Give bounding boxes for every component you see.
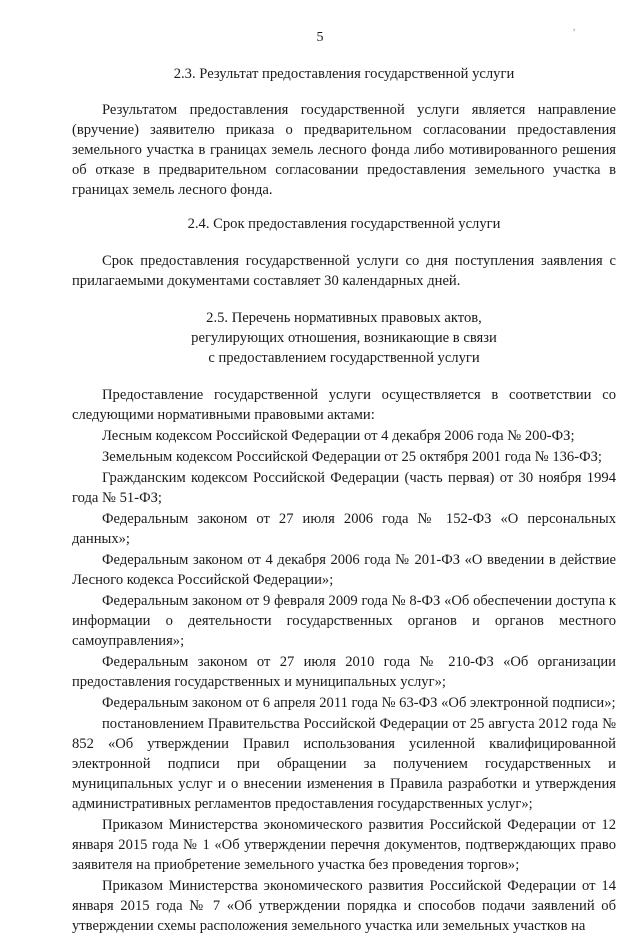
section-2-4	[72, 214, 616, 291]
section-2-3-title: 2.3. Результат предоставления государственной услуги	[173, 66, 515, 82]
page-number: 5	[316, 30, 324, 45]
legal-act-item: Федеральным законом от 6 апреля 2011 года № 63-ФЗ «Об электронной подписи»;	[102, 695, 616, 711]
document-body	[72, 64, 616, 937]
legal-act-item: Федеральным законом от 9 февраля 2009 года № 8-ФЗ «Об обеспечении доступа к информации о деятельности государственных органов и органов местного самоуправления»;	[72, 593, 616, 649]
legal-act-item: Гражданским кодексом Российской Федерации (часть первая) от 30 ноября 1994 года № 51-ФЗ;	[72, 470, 616, 506]
scan-mark: ,	[573, 22, 576, 32]
section-2-5-title	[72, 308, 616, 368]
legal-act-item: Приказом Министерства экономического развития Российской Федерации от 12 января 2015 года № 1 «Об утверждении перечня документов, подтверждающих право заявителя на приобретение земельного участка без проведения торгов»;	[72, 817, 616, 873]
legal-act-item: Федеральным законом от 27 июля 2010 года № 210-ФЗ «Об организации предоставления государственных и муниципальных услуг»;	[72, 654, 616, 690]
section-2-3	[72, 64, 616, 200]
section-2-4-text: Срок предоставления государственной услуги со дня поступления заявления с прилагаемыми документами составляет 30 календарных дней.	[72, 253, 616, 289]
section-2-5-title-line: регулирующих отношения, возникающие в связи	[191, 330, 497, 346]
section-2-5-title-line: 2.5. Перечень нормативных правовых актов,	[206, 310, 482, 326]
legal-act-item: постановлением Правительства Российской Федерации от 25 августа 2012 года № 852 «Об утверждении Правил использования усиленной квалифицированной электронной подписи при обращении за получением государственных и муниципальных услуг и о внесении изменения в Правила разработки и утверждения административных регламентов предоставления государственных услуг»;	[72, 716, 616, 812]
legal-act-item: Федеральным законом от 4 декабря 2006 года № 201-ФЗ «О введении в действие Лесного кодекса Российской Федерации»;	[72, 552, 616, 588]
section-2-5-title-line: с предоставлением государственной услуги	[208, 350, 480, 366]
legal-act-item: Приказом Министерства экономического развития Российской Федерации от 14 января 2015 года № 7 «Об утверждении порядка и способов подачи заявлений об утверждении схемы расположения земельного участка или земельных участков на	[72, 878, 616, 934]
section-2-3-text: Результатом предоставления государственной услуги является направление (вручение) заявителю приказа о предварительном согласовании предоставления земельного участка в границах земель лесного фонда либо мотивированного решения об отказе в предварительном согласовании предоставления земельного участка в границах земель лесного фонда.	[72, 102, 616, 198]
section-2-4-title: 2.4. Срок предоставления государственной услуги	[187, 216, 501, 232]
section-2-5	[72, 308, 616, 936]
section-2-5-intro: Предоставление государственной услуги осуществляется в соответствии со следующими нормативными правовыми актами:	[72, 387, 616, 423]
legal-act-item: Земельным кодексом Российской Федерации от 25 октября 2001 года № 136-ФЗ;	[102, 449, 602, 465]
legal-acts-list	[72, 385, 616, 936]
legal-act-item: Федеральным законом от 27 июля 2006 года № 152-ФЗ «О персональных данных»;	[72, 511, 616, 547]
legal-act-item: Лесным кодексом Российской Федерации от 4 декабря 2006 года № 200-ФЗ;	[102, 428, 575, 444]
